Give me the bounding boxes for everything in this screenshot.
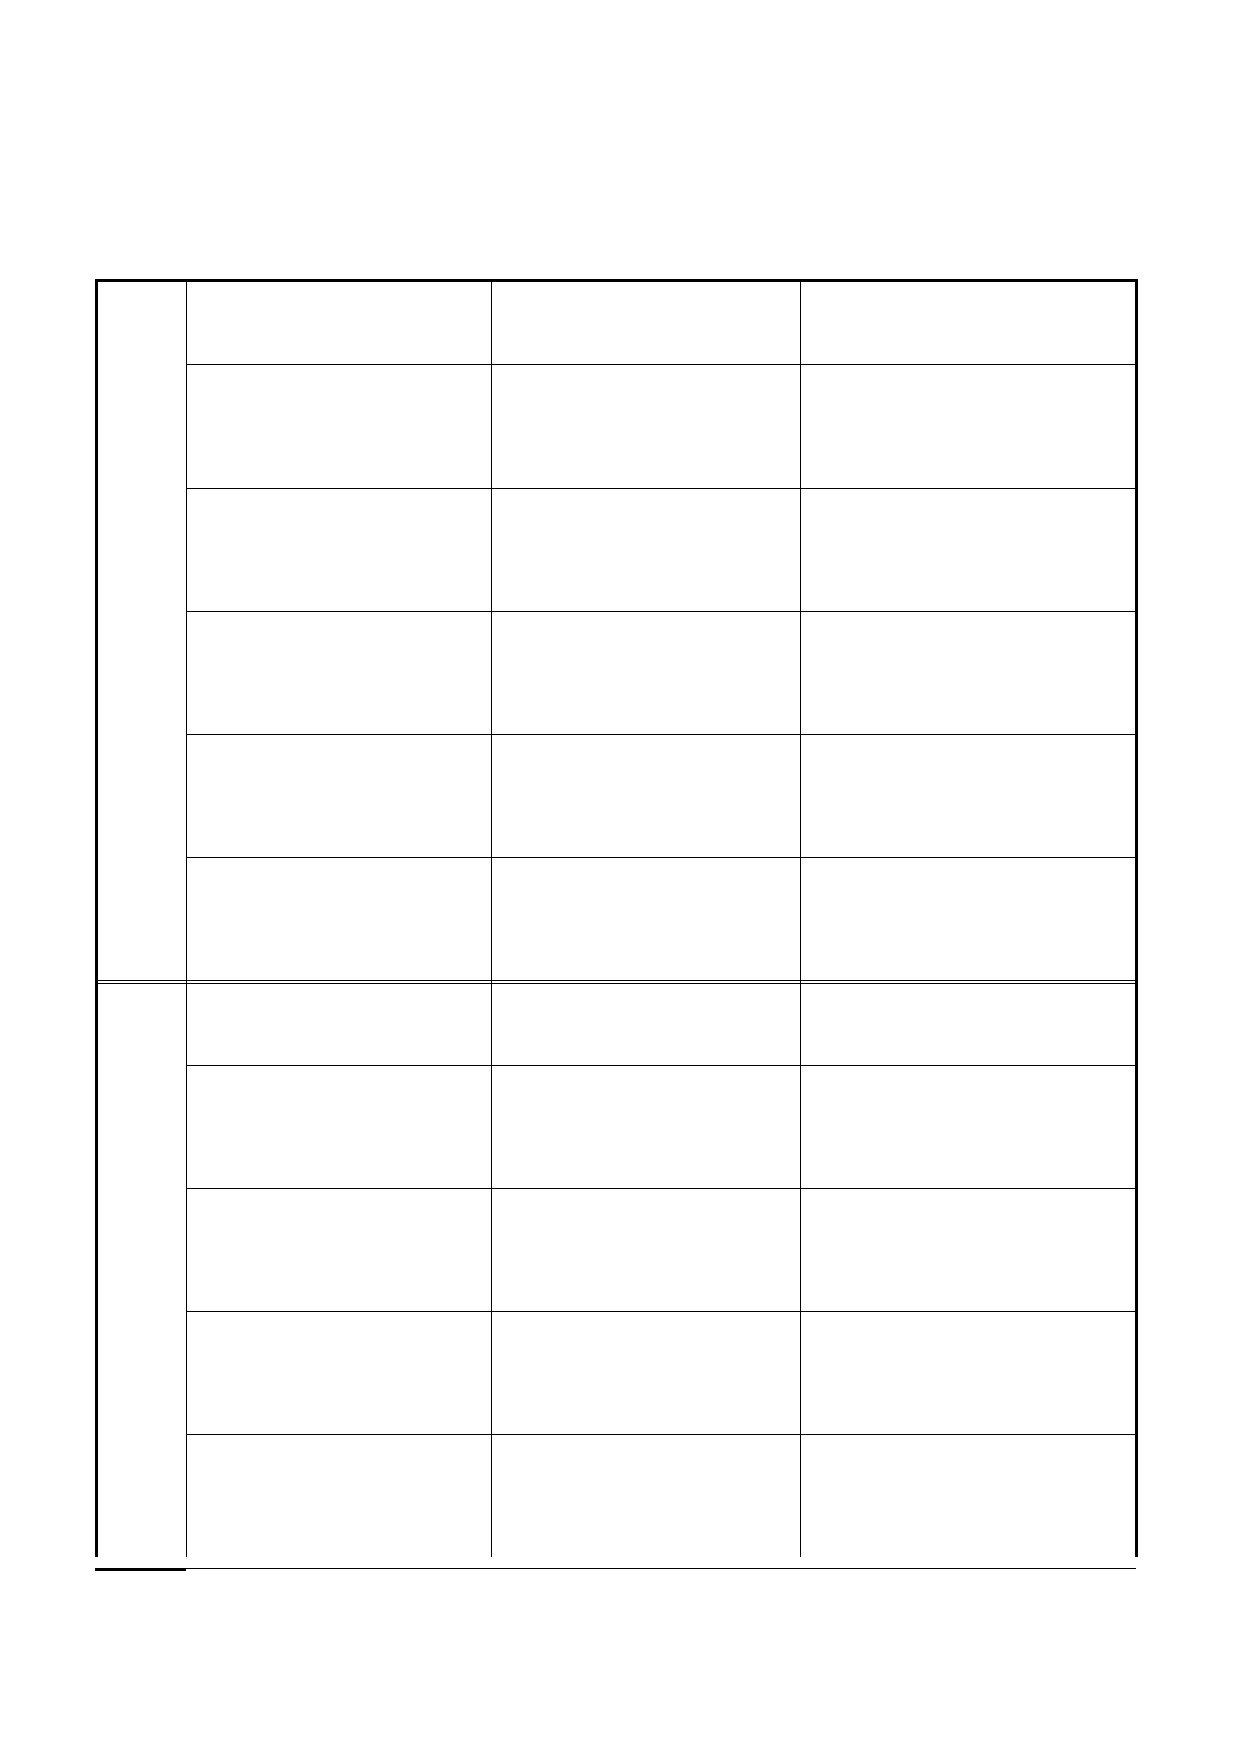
compiling-unit-row-label [186, 1188, 491, 1311]
outer-border-right [1135, 280, 1138, 980]
compiling-unit-row-label [186, 1311, 491, 1434]
compiling-unit-header-department [186, 981, 491, 1065]
column-divider [186, 280, 187, 980]
approval-authority-row-label [186, 734, 491, 857]
approval-authority-header-department [186, 280, 491, 364]
column-divider [800, 280, 801, 980]
column-divider [186, 981, 187, 1557]
column-divider [800, 981, 801, 1557]
row-divider [186, 857, 1136, 858]
section-separator [95, 980, 1138, 981]
approval-authority-group-label [96, 420, 186, 980]
row-divider [186, 1311, 1136, 1312]
compiling-unit-header-date [800, 981, 1136, 1065]
outer-border-right [1135, 981, 1138, 1557]
approval-authority-row-label [186, 364, 491, 488]
outer-border-bottom [95, 1568, 186, 1571]
row-divider [186, 488, 1136, 489]
row-divider [186, 734, 1136, 735]
approval-authority-row-label [186, 611, 491, 734]
outer-border-left [95, 280, 98, 980]
row-divider [186, 1065, 1136, 1066]
row-divider [186, 364, 1136, 365]
row-divider [186, 1188, 1136, 1189]
approval-authority-header-signature [491, 280, 800, 364]
compiling-unit-row-label [186, 1434, 491, 1557]
approval-authority-header-date [800, 280, 1136, 364]
row-divider [186, 611, 1136, 612]
approval-authority-row-label [186, 488, 491, 611]
column-divider [491, 280, 492, 980]
row-divider [186, 1568, 1136, 1569]
outer-border-left [95, 981, 98, 1557]
section-separator [95, 983, 1138, 984]
column-divider [491, 981, 492, 1557]
approval-authority-row-label [186, 857, 491, 980]
row-divider [186, 1434, 1136, 1435]
compiling-unit-row-label [186, 1065, 491, 1188]
compiling-unit-header-signature [491, 981, 800, 1065]
compiling-unit-group-label [96, 1041, 186, 1641]
outer-border-top [95, 279, 1138, 282]
